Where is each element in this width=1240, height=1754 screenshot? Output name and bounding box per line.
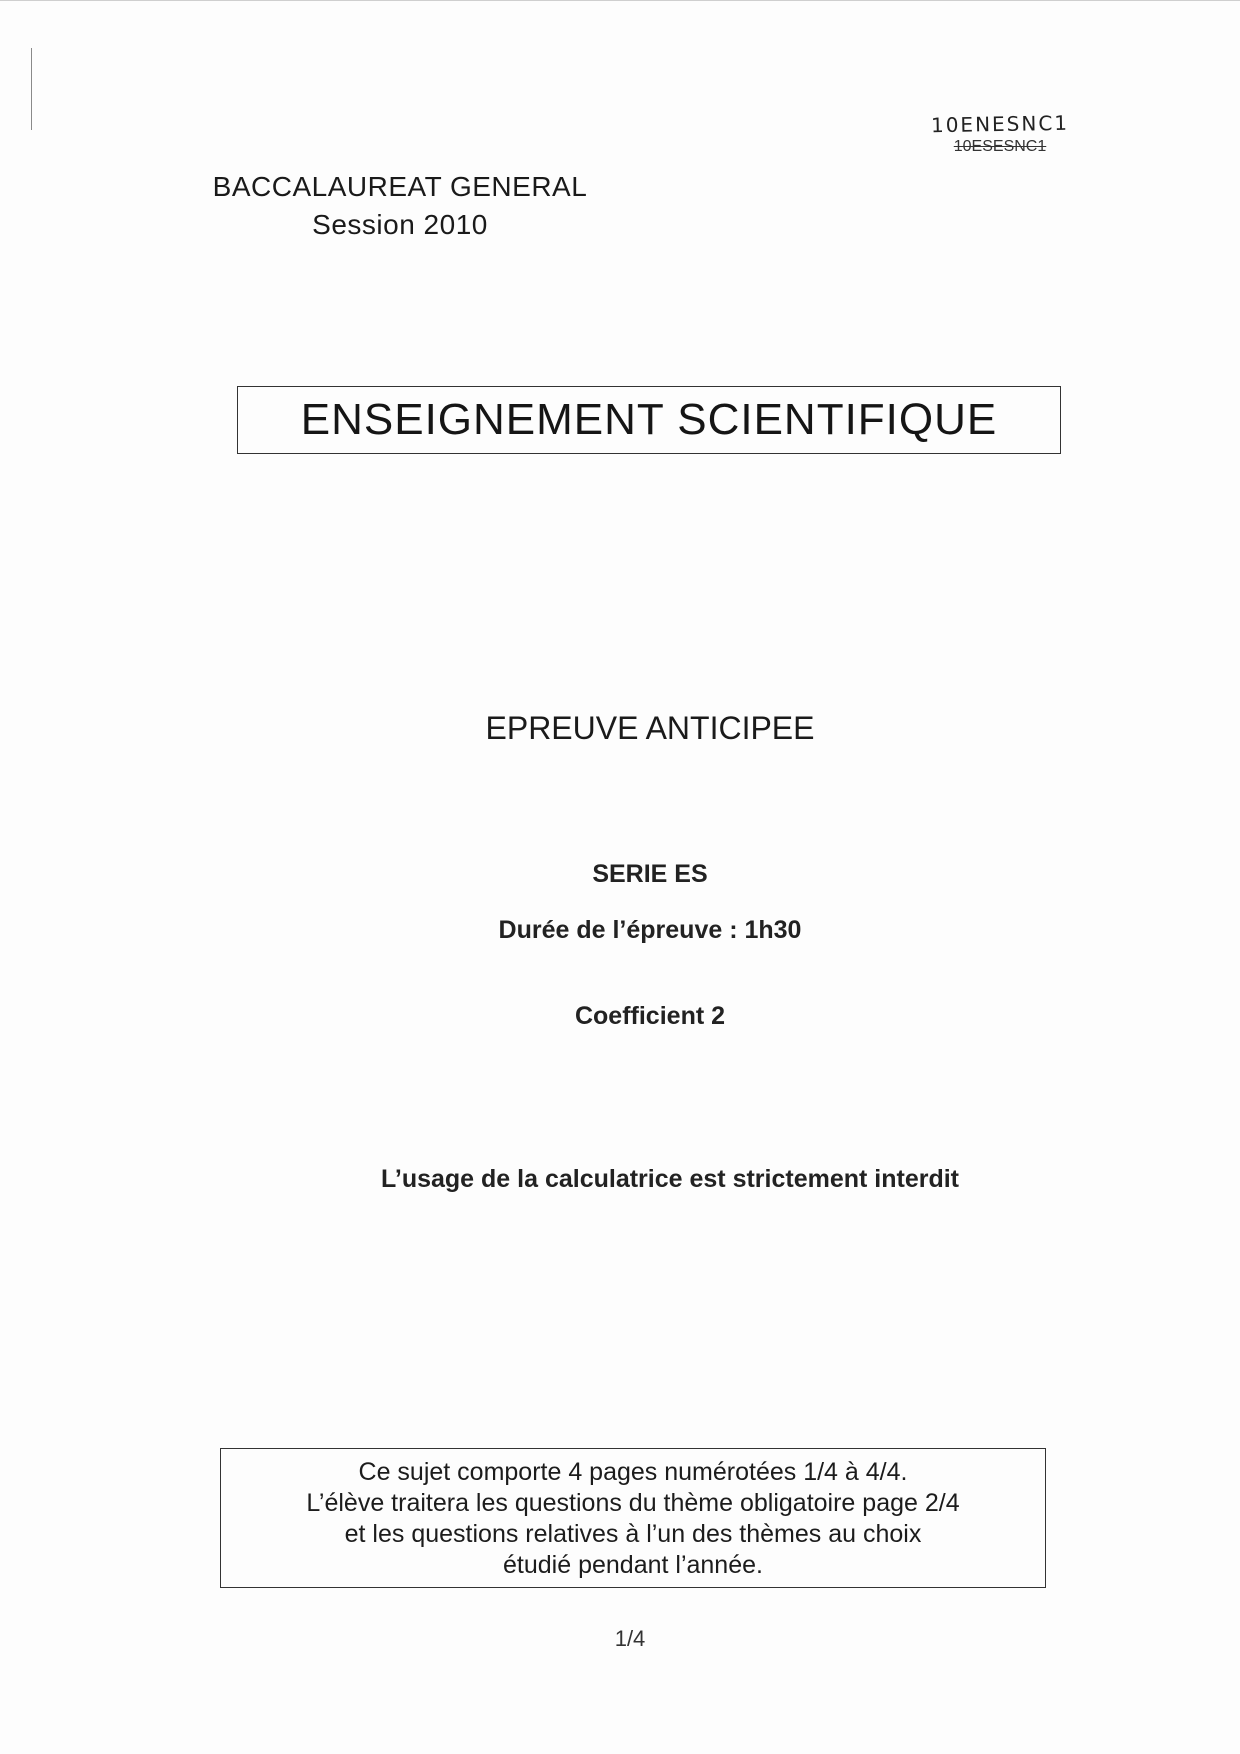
calculator-notice: L’usage de la calculatrice est strictement interdit [381,1165,959,1193]
handwritten-exam-code: 10ENESNC1 [930,110,1070,138]
subject-box [237,386,1061,454]
exam-session: Session 2010 [312,209,488,240]
instructions-box [220,1448,1046,1588]
epreuve-label: EPREUVE ANTICIPEE [485,710,815,746]
subject-title: ENSEIGNEMENT SCIENTIFIQUE [300,395,998,444]
struck-exam-code: 10ESESNC1 [953,138,1047,155]
exam-title: BACCALAUREAT GENERAL [212,171,588,202]
exam-code-block [900,112,1100,156]
coefficient-label: Coefficient 2 [574,1002,726,1030]
instruction-line: étudié pendant l’année. [503,1551,763,1579]
scan-margin-mark [31,48,32,130]
instruction-line: Ce sujet comporte 4 pages numérotées 1/4 à 4/4. [358,1458,908,1486]
serie-label: SERIE ES [592,860,708,888]
scan-top-edge [0,0,1240,1]
instruction-line: L’élève traitera les questions du thème obligatoire page 2/4 [306,1489,960,1517]
duration-label: Durée de l’épreuve : 1h30 [498,916,802,944]
page-number: 1/4 [614,1626,646,1651]
instruction-line: et les questions relatives à l’un des thèmes au choix [344,1520,922,1548]
exam-header [170,168,630,244]
